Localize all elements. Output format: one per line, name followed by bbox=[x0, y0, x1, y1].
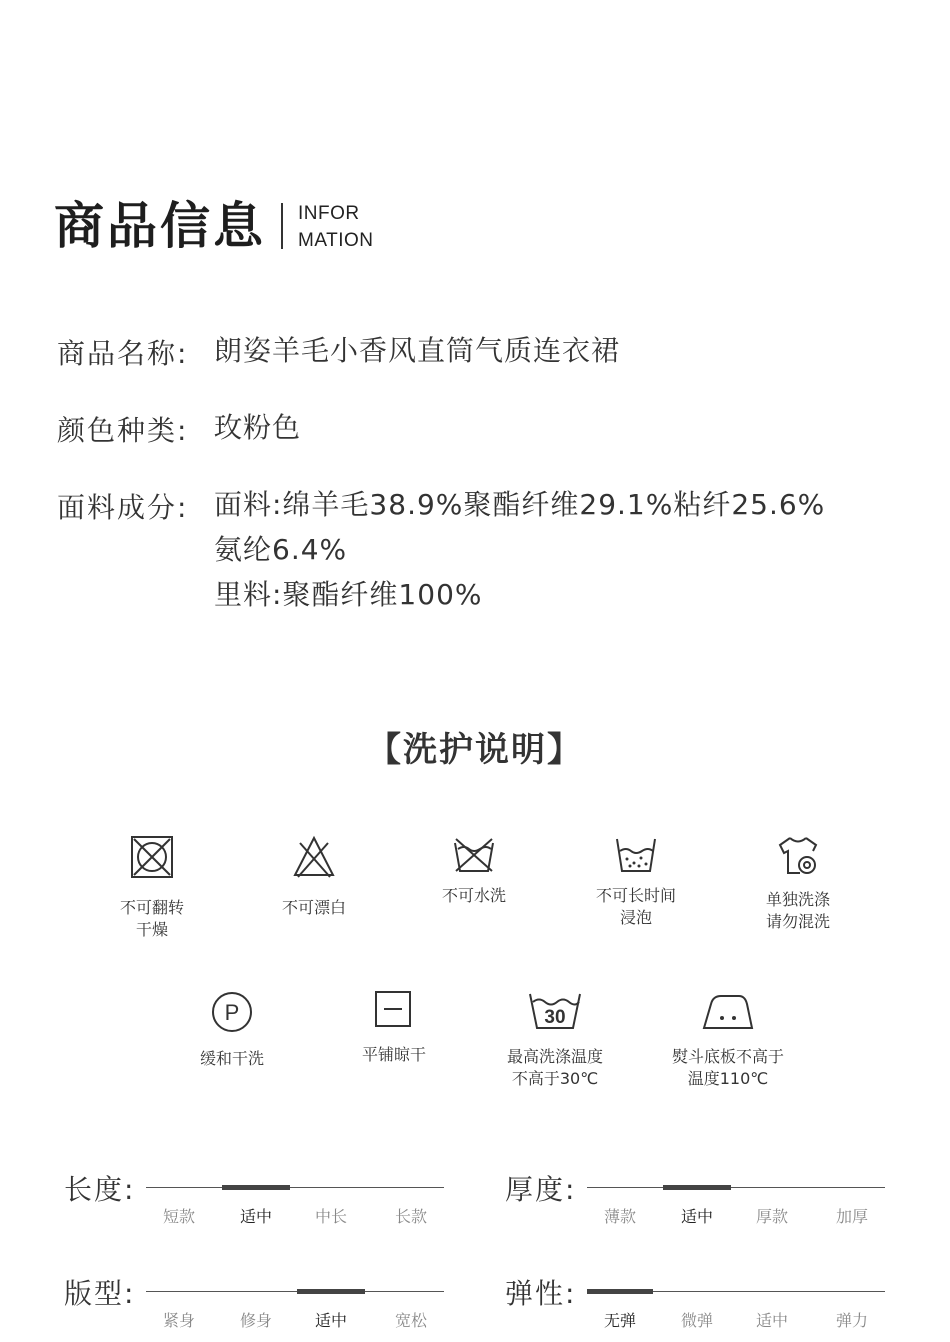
care-item bbox=[561, 835, 711, 929]
length-option: 短款 bbox=[162, 1207, 195, 1226]
wash-separately-icon bbox=[776, 835, 820, 877]
care-label: 最高洗涤温度 不高于30℃ bbox=[506, 1047, 603, 1088]
care-label: 不可翻转 干燥 bbox=[119, 898, 184, 939]
color-value: 玫粉色 bbox=[214, 411, 302, 444]
care-item bbox=[723, 835, 873, 933]
length-scale-line bbox=[146, 1187, 444, 1188]
thickness-label: 厚度: bbox=[505, 1173, 577, 1206]
elasticity-label: 弹性: bbox=[505, 1277, 577, 1310]
subtitle-line-2: MATION bbox=[298, 230, 374, 251]
fit-option: 宽松 bbox=[394, 1311, 427, 1330]
fabric-line: 氨纶6.4% bbox=[214, 533, 348, 566]
iron-low-icon bbox=[701, 990, 755, 1032]
elasticity-option: 弹力 bbox=[835, 1311, 868, 1330]
length-selected-marker bbox=[222, 1185, 290, 1190]
thickness-selected-marker bbox=[663, 1185, 731, 1190]
wash-temp-symbol: 30 bbox=[544, 1007, 566, 1028]
length-option: 适中 bbox=[239, 1207, 272, 1226]
care-instructions-title: 【洗护说明】 bbox=[367, 730, 583, 770]
elasticity-option: 适中 bbox=[755, 1311, 788, 1330]
care-item bbox=[653, 990, 803, 1090]
care-item bbox=[239, 835, 389, 919]
no-wash-icon bbox=[452, 835, 496, 875]
thickness-option: 加厚 bbox=[835, 1207, 868, 1226]
dry-flat-icon bbox=[374, 990, 414, 1030]
care-item bbox=[319, 990, 469, 1066]
length-label: 长度: bbox=[64, 1173, 136, 1206]
fabric-line: 里料:聚酯纤维100% bbox=[214, 578, 483, 611]
no-bleach-icon bbox=[292, 835, 336, 879]
care-label: 平铺晾干 bbox=[361, 1045, 426, 1064]
care-item bbox=[480, 990, 630, 1090]
care-label: 单独洗涤 请勿混洗 bbox=[765, 890, 830, 931]
fit-option: 紧身 bbox=[162, 1311, 195, 1330]
product-name-value: 朗姿羊毛小香风直筒气质连衣裙 bbox=[214, 334, 621, 367]
length-option: 中长 bbox=[314, 1207, 347, 1226]
thickness-option: 薄款 bbox=[603, 1207, 636, 1226]
care-item bbox=[157, 990, 307, 1070]
thickness-scale-line bbox=[587, 1187, 885, 1188]
thickness-option: 适中 bbox=[680, 1207, 713, 1226]
fit-option: 适中 bbox=[314, 1311, 347, 1330]
care-label: 不可漂白 bbox=[281, 898, 346, 917]
care-label: 熨斗底板不高于 温度110℃ bbox=[671, 1047, 784, 1088]
elasticity-option: 无弹 bbox=[603, 1311, 636, 1330]
fit-scale-line bbox=[146, 1291, 444, 1292]
elasticity-option: 微弹 bbox=[680, 1311, 713, 1330]
title-divider bbox=[281, 203, 283, 249]
dry-clean-symbol: P bbox=[224, 1000, 240, 1025]
fabric-values bbox=[214, 482, 825, 617]
care-label: 不可水洗 bbox=[441, 886, 506, 905]
product-name-label: 商品名称: bbox=[57, 337, 189, 370]
no-soak-icon bbox=[614, 835, 658, 875]
fit-selected-marker bbox=[297, 1289, 365, 1294]
thickness-option: 厚款 bbox=[755, 1207, 788, 1226]
no-tumble-dry-icon bbox=[130, 835, 174, 879]
section-subtitle bbox=[298, 200, 373, 254]
gentle-dry-clean-icon bbox=[210, 990, 254, 1034]
care-item bbox=[77, 835, 227, 941]
fit-label: 版型: bbox=[64, 1277, 136, 1310]
color-label: 颜色种类: bbox=[57, 414, 189, 447]
elasticity-selected-marker bbox=[587, 1289, 653, 1294]
care-item bbox=[399, 835, 549, 907]
fabric-label: 面料成分: bbox=[57, 491, 189, 524]
section-title: 商品信息 bbox=[54, 197, 266, 255]
care-label: 不可长时间 浸泡 bbox=[595, 886, 676, 927]
fabric-line: 面料:绵羊毛38.9%聚酯纤维29.1%粘纤25.6% bbox=[214, 488, 826, 521]
length-option: 长款 bbox=[394, 1207, 427, 1226]
wash-30-icon bbox=[527, 990, 583, 1032]
subtitle-line-1: INFOR bbox=[298, 203, 360, 224]
fit-option: 修身 bbox=[239, 1311, 272, 1330]
care-label: 缓和干洗 bbox=[199, 1049, 264, 1068]
